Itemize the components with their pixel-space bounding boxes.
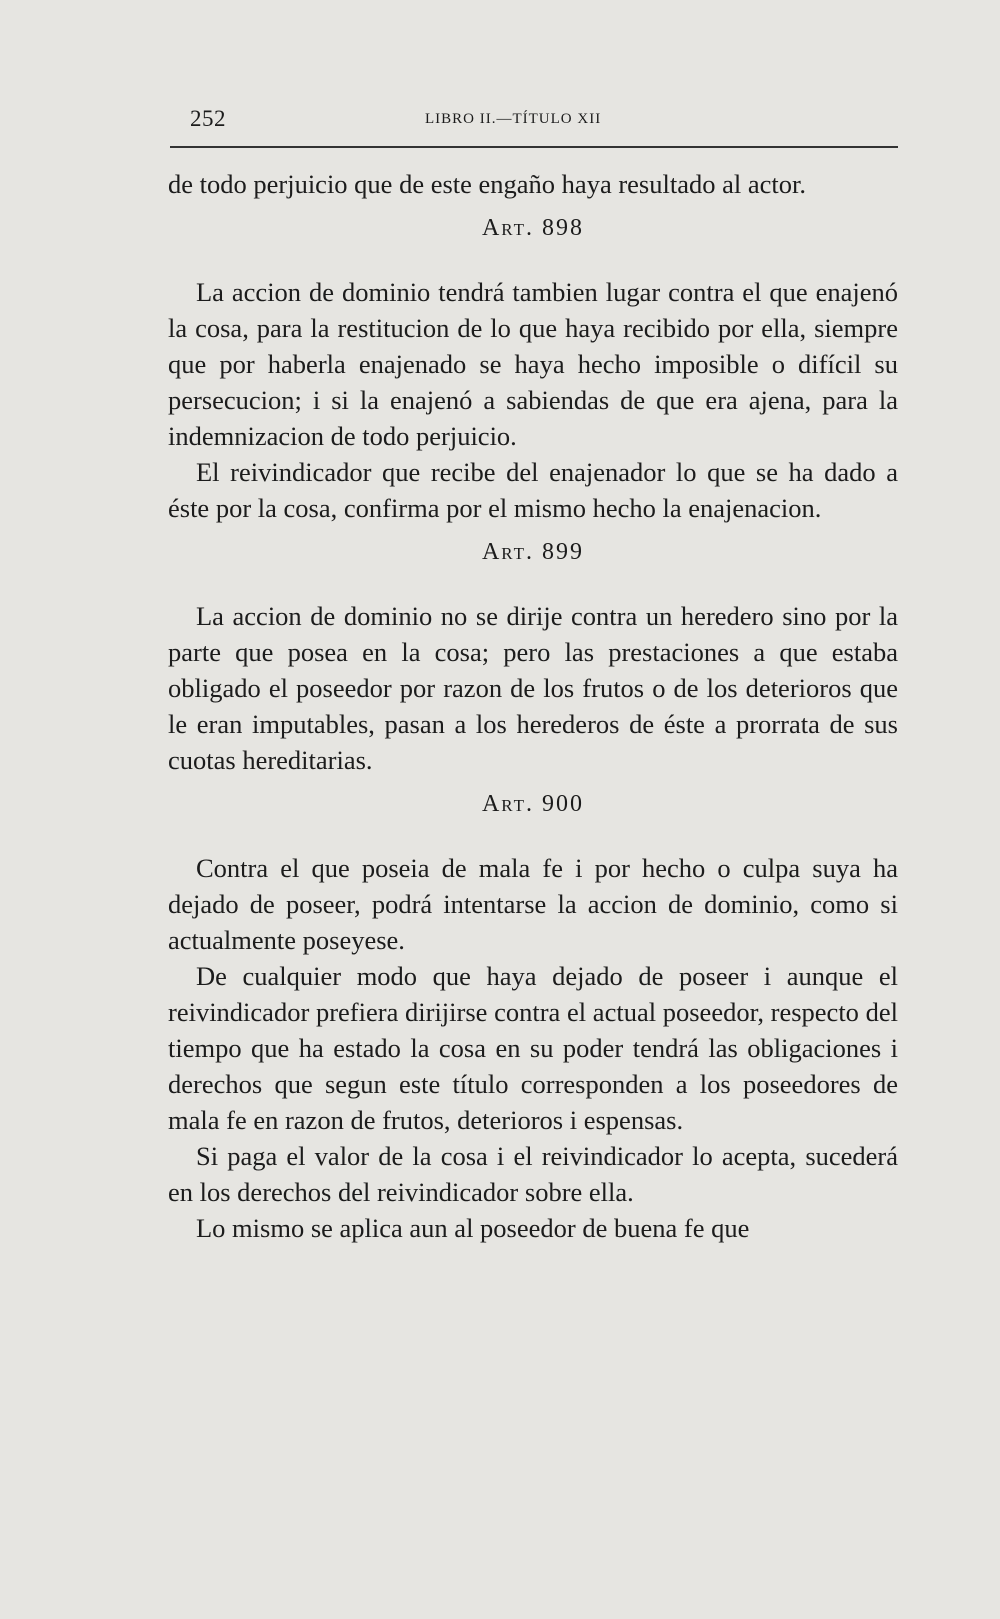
article-heading-900: Art. 900 xyxy=(481,791,585,817)
page-header xyxy=(190,106,896,136)
header-rule xyxy=(170,146,898,148)
page-body xyxy=(168,166,898,1246)
article-900-paragraph-4: Lo mismo se aplica aun al poseedor de buena fe que xyxy=(196,1213,750,1243)
page-number: 252 xyxy=(190,106,226,131)
running-head: LIBRO II.—TÍTULO XII xyxy=(425,111,602,127)
article-900-paragraph-3: Si paga el valor de la cosa i el reivindicador lo acepta, sucederá en los derechos del reivindicador sobre ella. xyxy=(168,1141,898,1207)
article-898-paragraph-1: La accion de dominio tendrá tambien lugar contra el que enajenó la cosa, para la restitucion de lo que haya recibido por ella, siempre que por haberla enajenado se haya hecho imposible o difícil su persecucion; i si la enajenó a sabiendas de que era ajena, para la indemnizacion de todo perjuicio. xyxy=(168,277,898,451)
article-heading-899: Art. 899 xyxy=(481,539,585,565)
article-900-paragraph-2: De cualquier modo que haya dejado de poseer i aunque el reivindicador prefiera dirijirse contra el actual poseedor, respecto del tiempo que ha estado la cosa en su poder tendrá las obligaciones i derechos que segun este título corresponden a los poseedores de mala fe en razon de frutos, deterioros i espensas. xyxy=(168,961,898,1135)
article-900-paragraph-1: Contra el que poseia de mala fe i por hecho o culpa suya ha dejado de poseer, podrá intentarse la accion de dominio, como si actualmente poseyese. xyxy=(168,853,898,955)
article-heading-898: Art. 898 xyxy=(481,215,585,241)
article-899-paragraph-1: La accion de dominio no se dirije contra un heredero sino por la parte que posea en la cosa; pero las prestaciones a que estaba obligado el poseedor por razon de los frutos o de los deterioros que le eran imputables, pasan a los herederos de éste a prorrata de sus cuotas hereditarias. xyxy=(168,601,898,775)
paragraph-continuation: de todo perjuicio que de este engaño haya resultado al actor. xyxy=(168,169,806,199)
article-898-paragraph-2: El reivindicador que recibe del enajenador lo que se ha dado a éste por la cosa, confirma por el mismo hecho la enajenacion. xyxy=(168,457,898,523)
